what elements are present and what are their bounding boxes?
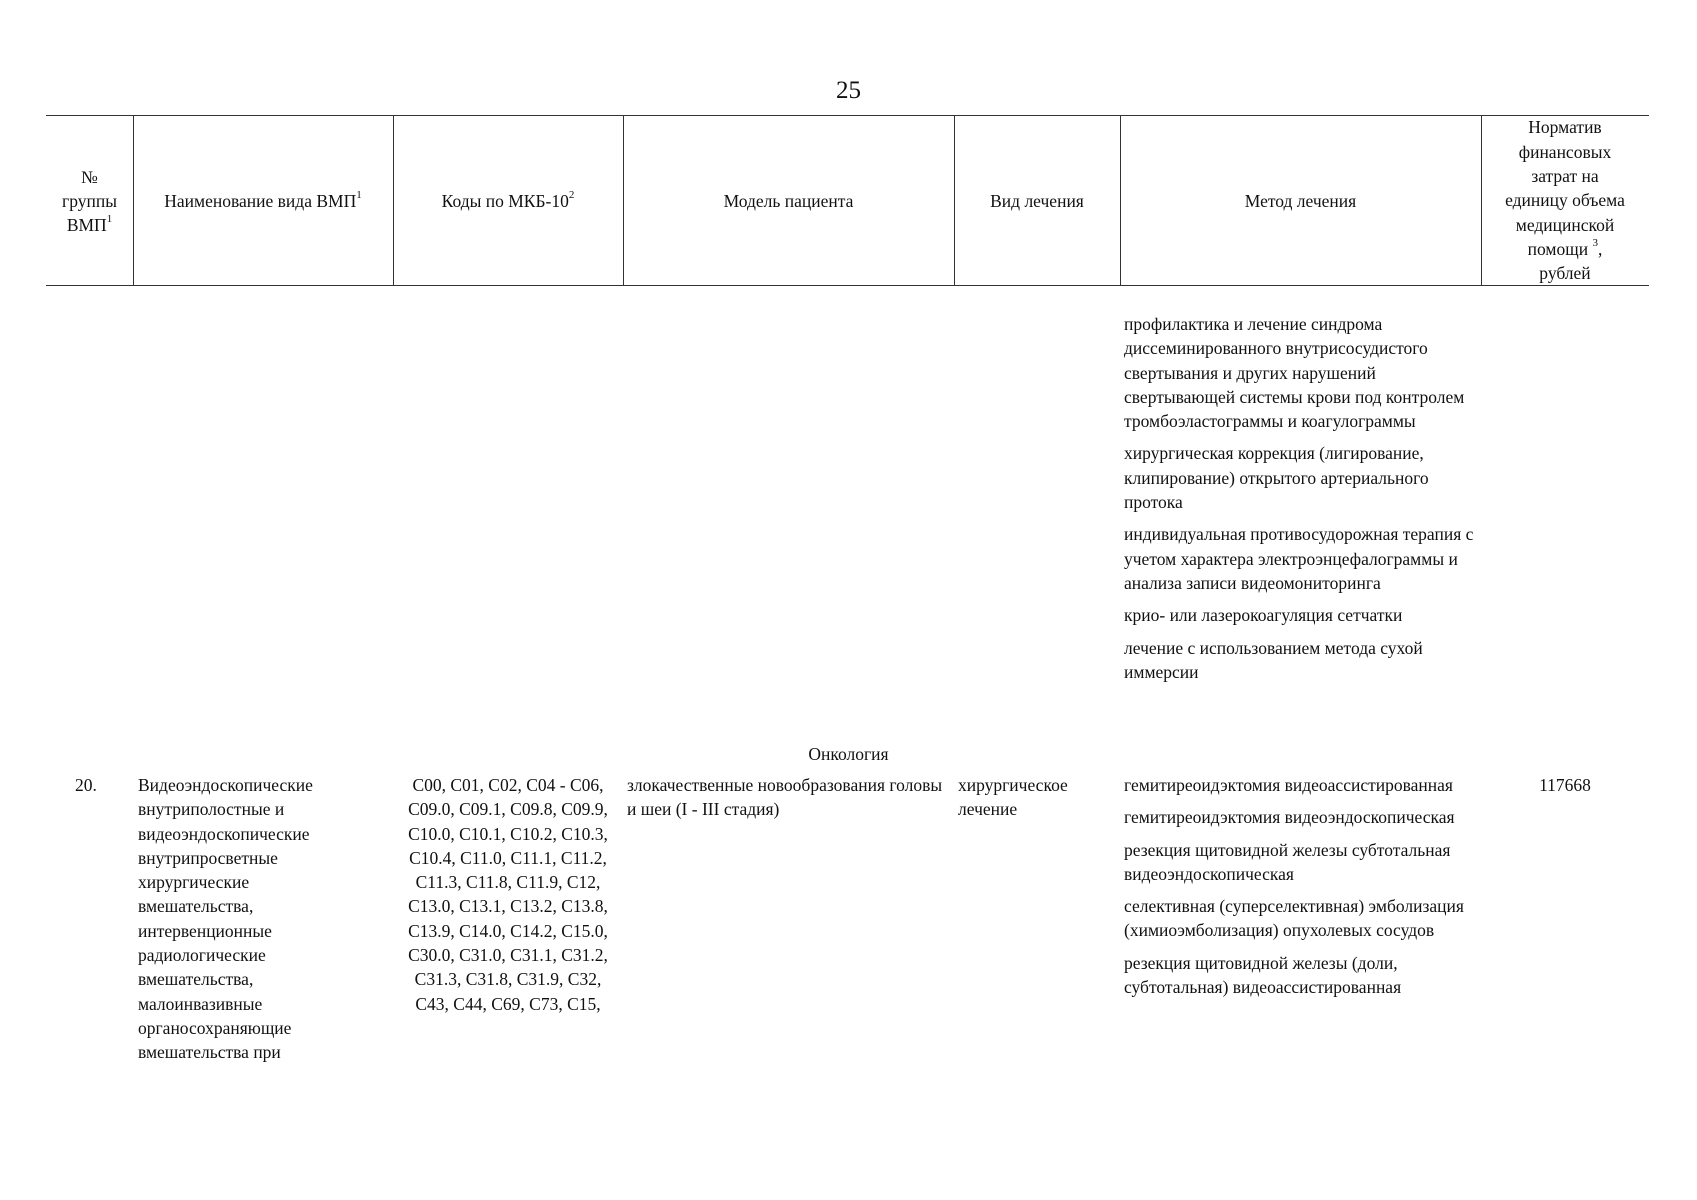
row-number: 20. bbox=[75, 775, 97, 795]
method-item: лечение с использованием метода сухой иммерсии bbox=[1124, 637, 1423, 682]
header-icd-codes: Коды по МКБ-$10^2$ bbox=[441, 188, 575, 211]
header-treatment-method: Метод лечения bbox=[1244, 190, 1357, 211]
header-patient-model: Модель пациента bbox=[723, 190, 854, 211]
method-item: крио- или лазерокоагуляция сетчатки bbox=[1124, 605, 1403, 626]
method-item: гемитиреоидэктомия видеоэндоскопическая bbox=[1124, 807, 1455, 828]
method-item: селективная (суперселективная) эмболизация (химиоэмболизация) опухолевых сосудов bbox=[1124, 896, 1464, 941]
cost-value: 117668 bbox=[1539, 775, 1591, 795]
header-treatment-type: Вид лечения bbox=[990, 190, 1084, 211]
header-cost-standard: Норматив финансовых затрат на единицу объема медицинской помощи $^3$, рублей bbox=[1505, 117, 1625, 284]
treatment-type: хирургическое лечение bbox=[958, 775, 1068, 820]
continued-methods-list bbox=[1124, 312, 1484, 692]
method-item: резекция щитовидной железы субтотальная видеоэндоскопическая bbox=[1124, 839, 1451, 884]
vmp-name: Видеоэндоскопические внутриполостные и видеоэндоскопические внутрипросветные хирургические вмешательства, интервенционные радиологические вмешательства, малоинвазивные органосохраняющие вмешательства при bbox=[138, 775, 313, 1063]
method-item: профилактика и лечение синдрома диссеминированного внутрисосудистого свертывания и других нарушений свертывающей системы крови под контролем тромбоэластограммы и коагулограммы bbox=[1124, 314, 1465, 432]
header-group-number: № группы ВМП$^1$ bbox=[62, 166, 117, 235]
section-heading: Онкология bbox=[808, 744, 889, 764]
header-vmp-name: Наименование вида ВМП$^1$ bbox=[164, 188, 362, 211]
method-item: резекция щитовидной железы (доли, субтотальная) видеоассистированная bbox=[1124, 952, 1402, 998]
method-item: хирургическая коррекция (лигирование, клипирование) открытого артериального протока bbox=[1124, 443, 1429, 513]
patient-model: злокачественные новообразования головы и шеи (I - III стадия) bbox=[627, 775, 943, 820]
page-number: 25 bbox=[836, 77, 861, 104]
method-item: гемитиреоидэктомия видеоассистированная bbox=[1124, 775, 1453, 795]
treatment-methods-list bbox=[1124, 773, 1484, 1007]
method-item: индивидуальная противосудорожная терапия с учетом характера электроэнцефалограммы и анализа записи видеомониторинга bbox=[1124, 524, 1474, 593]
icd-codes: C00, C01, C02, C04 - C06, C09.0, C09.1, C09.8, C09.9, C10.0, C10.1, C10.2, C10.3, C10.4, C11.0, C11.1, C11.2, C11.3, C11.8, C11.9, C12, C13.0, C13.1, C13.2, C13.8, C13.9, C14.0, C14.2, C15.0, C30.0, C31.0, C31.1, C31.2, C31.3, C31.8, C31.9, C32, C43, C44, C69, C73, C15, bbox=[408, 775, 608, 1014]
